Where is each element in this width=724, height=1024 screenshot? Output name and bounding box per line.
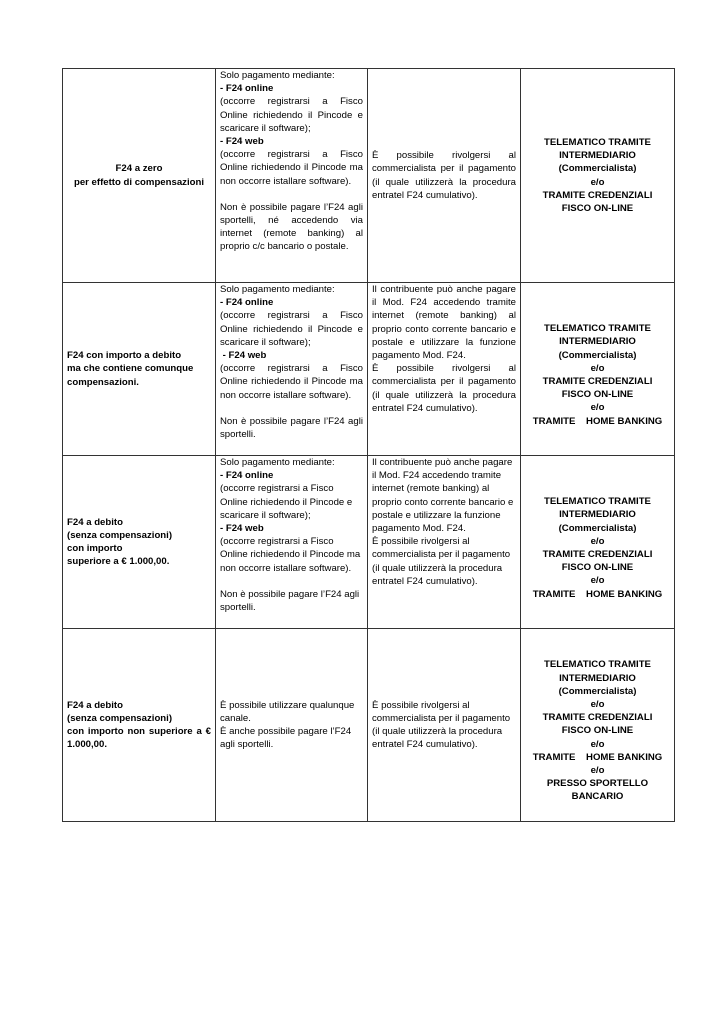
notes-cell (368, 629, 521, 822)
channel-line: INTERMEDIARIO (559, 672, 636, 684)
channel-line: e/o (590, 698, 605, 710)
f24-online-heading: - F24 online (220, 83, 274, 95)
channel-cell (521, 629, 675, 822)
channel-line: INTERMEDIARIO (559, 509, 636, 521)
channel-line: FISCO ON-LINE (561, 389, 634, 401)
channel-line: TRAMITE CREDENZIALI (542, 189, 653, 201)
channel-line: e/o (590, 176, 605, 188)
payment-intro: Solo pagamento mediante: (220, 70, 335, 81)
channel-cell (521, 283, 675, 456)
channel-cell (521, 69, 675, 283)
channel-line: TRAMITE HOME BANKING (532, 415, 663, 427)
payment-intro: Solo pagamento mediante: (220, 284, 335, 295)
channel-line: FISCO ON-LINE (561, 725, 634, 737)
channel-line: FISCO ON-LINE (561, 562, 634, 574)
channel-line: INTERMEDIARIO (559, 150, 636, 162)
payment-note: Non è possibile pagare l’F24 agli sportelli. (220, 415, 363, 441)
payment-text: È possibile utilizzare qualunque canale. (220, 699, 355, 724)
payment-mode-cell (216, 629, 368, 822)
f24-web-text: (occorre registrarsi a Fisco Online richiedendo il Pincode ma non occorre istallare software). (220, 536, 361, 574)
channel-line: (Commercialista) (558, 163, 637, 175)
channel-line: e/o (590, 535, 605, 547)
channel-line: TELEMATICO TRAMITE (544, 496, 651, 508)
channel-line: FISCO ON-LINE (561, 202, 634, 214)
channel-line: e/o (590, 765, 605, 776)
notes-text: È possibile rivolgersi al commercialista per il pagamento (il quale utilizzerà la procedura entratel F24 cumulativo). (372, 363, 516, 414)
payment-note: Non è possibile pagare l’F24 agli sportelli, né accedendo via internet (remote banking) al proprio c/c bancario o postale. (220, 201, 363, 253)
f24-web-heading: - F24 web (220, 136, 264, 148)
payment-intro: Solo pagamento mediante: (220, 457, 335, 468)
channel-line: BANCARIO (571, 791, 624, 803)
channel-line: TRAMITE HOME BANKING (532, 751, 663, 763)
payment-mode-cell (216, 69, 368, 283)
channel-line: PRESSO SPORTELLO (546, 778, 649, 790)
table-row (63, 456, 675, 629)
f24-type-line: con importo non superiore a € 1.000,00. (67, 726, 211, 751)
notes-cell (368, 283, 521, 456)
notes-cell (368, 456, 521, 629)
f24-type-cell (63, 629, 216, 822)
f24-type-cell (63, 283, 216, 456)
f24-type-line: F24 a debito (67, 516, 123, 528)
channel-line: e/o (590, 402, 605, 414)
f24-web-heading: - F24 web (220, 350, 267, 362)
payment-mode-cell (216, 456, 368, 629)
channel-line: TELEMATICO TRAMITE (544, 659, 651, 671)
notes-text: Il contribuente può anche pagare il Mod. F24 accedendo tramite internet (remote banking) al proprio conto corrente bancario e postale e utilizzare la funzione pagamento Mod. F24. (372, 457, 514, 535)
table-row (63, 69, 675, 283)
f24-web-heading: - F24 web (220, 523, 264, 535)
f24-type-line: con importo (67, 543, 123, 554)
channel-line: TRAMITE CREDENZIALI (542, 549, 653, 560)
channel-line: e/o (590, 738, 605, 750)
channel-cell (521, 456, 675, 629)
channel-line: e/o (590, 575, 605, 587)
channel-line: (Commercialista) (558, 685, 637, 697)
payment-mode-cell (216, 283, 368, 456)
f24-web-text: (occorre registrarsi a Fisco Online richiedendo il Pincode ma non occorre istallare software). (220, 363, 363, 401)
f24-type-line: compensazioni. (67, 376, 139, 388)
f24-type-line: (senza compensazioni) (67, 529, 173, 541)
table-row (63, 629, 675, 822)
channel-line: TELEMATICO TRAMITE (544, 323, 651, 335)
notes-text: Il contribuente può anche pagare il Mod. F24 accedendo tramite internet (remote banking) al proprio conto corrente bancario e postale e utilizzare la funzione pagamento Mod. F24. (372, 284, 516, 362)
channel-line: TRAMITE HOME BANKING (532, 588, 663, 600)
channel-line: (Commercialista) (558, 349, 637, 361)
channel-line: TELEMATICO TRAMITE (544, 136, 651, 148)
payment-text: È anche possibile pagare l’F24 agli sportelli. (220, 726, 352, 751)
f24-online-text: (occorre registrarsi a Fisco Online richiedendo il Pincode e scaricare il software); (220, 310, 363, 348)
f24-type-line: (senza compensazioni) (67, 712, 173, 724)
f24-type-cell (63, 456, 216, 629)
f24-type-line: F24 a debito (67, 699, 123, 711)
payment-methods-table (62, 68, 675, 822)
f24-online-text: (occorre registrarsi a Fisco Online richiedendo il Pincode e scaricare il software); (220, 96, 363, 134)
f24-web-text: (occorre registrarsi a Fisco Online richiedendo il Pincode ma non occorre istallare software). (220, 149, 363, 187)
f24-type-line: per effetto di compensazioni (73, 176, 205, 188)
f24-type-cell (63, 69, 216, 283)
channel-line: (Commercialista) (558, 522, 637, 534)
table-row (63, 283, 675, 456)
channel-line: TRAMITE CREDENZIALI (542, 712, 653, 724)
f24-online-heading: - F24 online (220, 470, 274, 482)
notes-text: È possibile rivolgersi al commercialista per il pagamento (il quale utilizzerà la procedura entratel F24 cumulativo). (372, 699, 511, 751)
f24-online-heading: - F24 online (220, 297, 274, 309)
notes-cell (368, 69, 521, 283)
f24-online-text: (occorre registrarsi a Fisco Online richiedendo il Pincode e scaricare il software); (220, 483, 353, 521)
f24-type-line: F24 a zero (115, 163, 163, 175)
payment-note: Non è possibile pagare l’F24 agli sportelli. (220, 588, 360, 614)
f24-type-line: ma che contiene comunque (67, 363, 194, 375)
channel-line: INTERMEDIARIO (559, 336, 636, 348)
channel-line: TRAMITE CREDENZIALI (542, 376, 653, 387)
notes-text: È possibile rivolgersi al commercialista per il pagamento (il quale utilizzerà la procedura entratel F24 cumulativo). (372, 536, 511, 587)
f24-type-line: F24 con importo a debito (67, 350, 182, 362)
notes-text: È possibile rivolgersi al commercialista per il pagamento (il quale utilizzerà la procedura entratel F24 cumulativo). (372, 150, 516, 201)
channel-line: e/o (590, 362, 605, 374)
f24-type-line: superiore a € 1.000,00. (67, 556, 170, 568)
